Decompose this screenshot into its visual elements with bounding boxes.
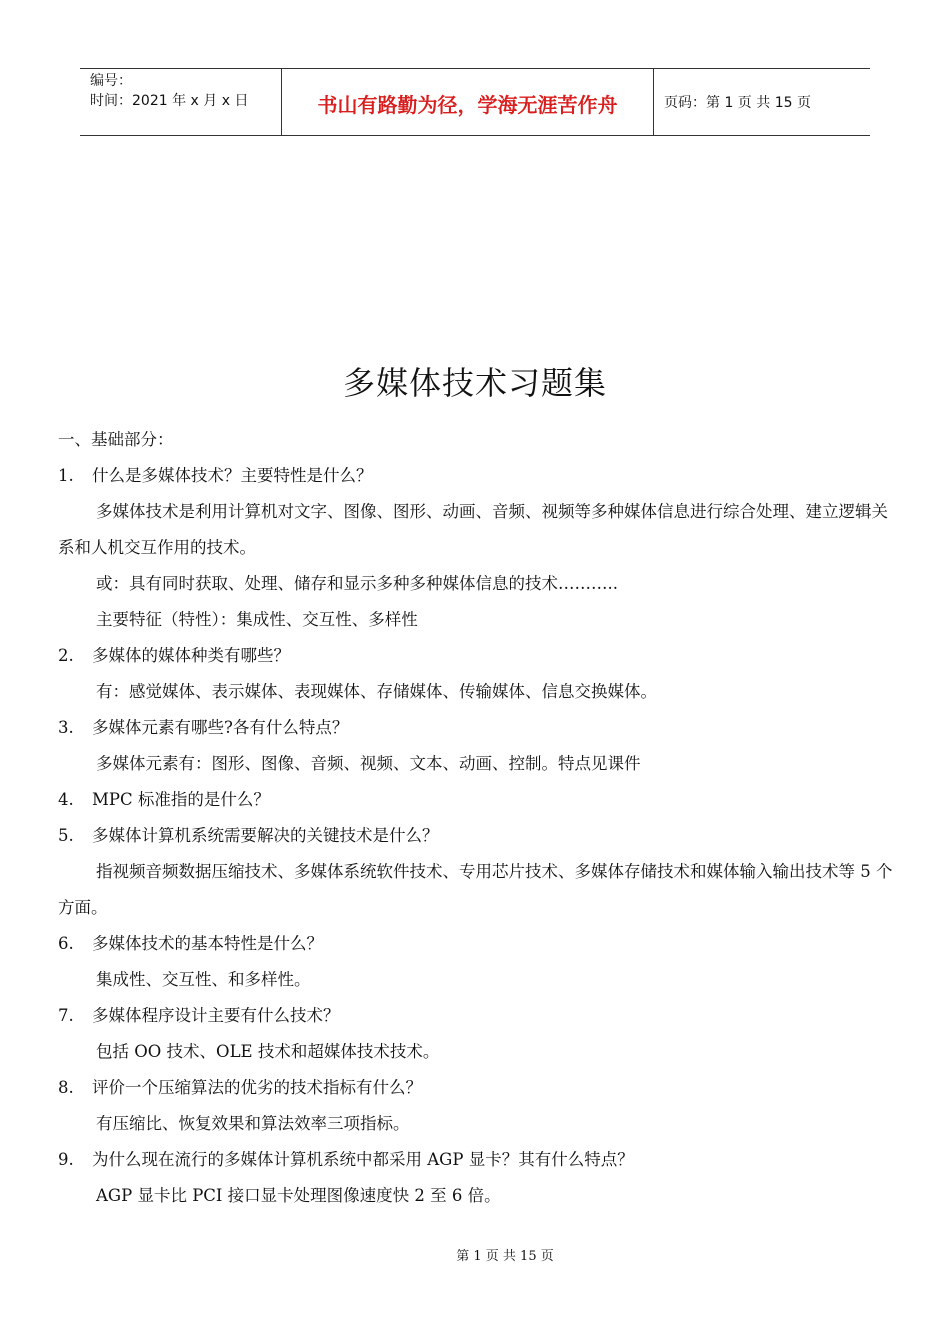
question-4 [58,782,894,818]
header-left-cell [80,69,282,135]
section-heading: 一、基础部分： [58,430,174,449]
number-label: 编号： [90,73,132,89]
document-body [58,422,894,1214]
question-2 [58,638,894,674]
question-number: 1. [58,466,74,485]
page-title: 多媒体技术习题集 [342,364,607,402]
question-9 [58,1142,894,1178]
question-number: 4. [58,790,74,809]
question-number: 7. [58,1006,74,1025]
question-number: 5. [58,826,74,845]
header-table [80,68,870,136]
question-text: 多媒体程序设计主要有什么技术？ [92,1006,340,1025]
answer-1-paragraph-2: 或：具有同时获取、处理、储存和显示多种多种媒体信息的技术……….. [96,574,618,593]
question-number: 9. [58,1150,74,1169]
answer-8: 有压缩比、恢复效果和算法效率三项指标。 [96,1114,410,1133]
question-text: 多媒体技术的基本特性是什么？ [92,934,323,953]
question-text: MPC 标准指的是什么？ [92,790,270,809]
question-text: 什么是多媒体技术？主要特性是什么？ [92,466,373,485]
question-5 [58,818,894,854]
question-6 [58,926,894,962]
question-number: 3. [58,718,74,737]
question-number: 6. [58,934,74,953]
answer-1-paragraph-3: 主要特征（特性）：集成性、交互性、多样性 [96,610,418,629]
question-text: 为什么现在流行的多媒体计算机系统中都采用 AGP 显卡？其有什么特点？ [92,1150,634,1169]
question-text: 评价一个压缩算法的优劣的技术指标有什么？ [92,1078,422,1097]
question-text: 多媒体的媒体种类有哪些？ [92,646,290,665]
question-1 [58,458,894,494]
question-number: 8. [58,1078,74,1097]
answer-1-paragraph-1: 多媒体技术是利用计算机对文字、图像、图形、动画、音频、视频等多种媒体信息进行综合处理、建立逻辑关系和人机交互作用的技术。 [58,502,888,557]
answer-9: AGP 显卡比 PCI 接口显卡处理图像速度快 2 至 6 倍。 [96,1186,501,1205]
answer-6: 集成性、交互性、和多样性。 [96,970,311,989]
question-number: 2. [58,646,74,665]
answer-2: 有：感觉媒体、表示媒体、表现媒体、存储媒体、传输媒体、信息交换媒体。 [96,682,657,701]
answer-5: 指视频音频数据压缩技术、多媒体系统软件技术、专用芯片技术、多媒体存储技术和媒体输入输出技术等 5 个方面。 [58,862,893,917]
page-footer: 第 1 页 共 15 页 [456,1249,554,1264]
page-info: 页码：第 1 页 共 15 页 [664,95,811,111]
question-7 [58,998,894,1034]
question-8 [58,1070,894,1106]
motto: 书山有路勤为径，学海无涯苦作舟 [282,69,654,135]
answer-7: 包括 OO 技术、OLE 技术和超媒体技术技术。 [96,1042,440,1061]
question-text: 多媒体计算机系统需要解决的关键技术是什么？ [92,826,439,845]
time-label: 时间：2021 年 x 月 x 日 [90,93,249,109]
question-text: 多媒体元素有哪些?各有什么特点？ [92,718,349,737]
answer-3: 多媒体元素有：图形、图像、音频、视频、文本、动画、控制。特点见课件 [96,754,641,773]
question-3 [58,710,894,746]
